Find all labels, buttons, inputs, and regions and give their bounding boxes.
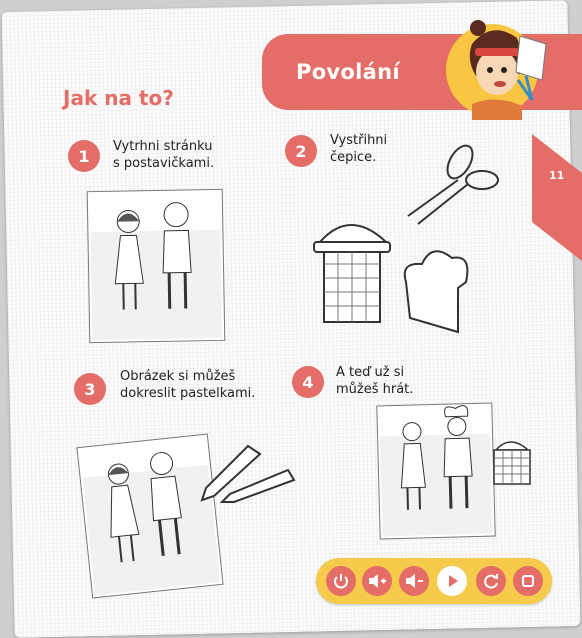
step-4-badge: 4	[292, 366, 324, 398]
volume-up-button[interactable]	[362, 566, 392, 596]
step-1-illustration	[87, 189, 226, 343]
play-icon	[444, 573, 460, 589]
replay-icon	[482, 572, 500, 590]
step-4-illustration	[376, 403, 495, 540]
beekeeper-hat-illustration	[488, 436, 536, 488]
step-2-badge: 2	[285, 135, 317, 167]
pencils-illustration	[200, 440, 300, 510]
stop-icon	[520, 573, 536, 589]
step-1-badge: 1	[68, 140, 100, 172]
step-4-text: A teď už si můžeš hrát.	[336, 365, 414, 397]
power-icon	[332, 572, 350, 590]
step-2-text: Vystřihni čepice.	[330, 133, 388, 165]
step-3-badge: 3	[74, 373, 106, 405]
power-button[interactable]	[326, 566, 356, 596]
volume-up-icon	[367, 572, 387, 590]
volume-down-button[interactable]	[399, 566, 429, 596]
mascot-illustration	[442, 14, 552, 120]
stop-button[interactable]	[513, 566, 543, 596]
page-subtitle: Jak na to?	[63, 86, 174, 110]
step-3-text: Obrázek si můžeš dokreslit pastelkami.	[120, 369, 256, 401]
replay-button[interactable]	[476, 566, 506, 596]
step-1-text: Vytrhni stránku s postavičkami.	[113, 139, 215, 171]
page-number: 11	[549, 169, 565, 182]
step-2-illustration	[310, 142, 510, 342]
section-title: Povolání	[296, 60, 400, 84]
play-button[interactable]	[437, 566, 467, 596]
volume-down-icon	[404, 572, 424, 590]
